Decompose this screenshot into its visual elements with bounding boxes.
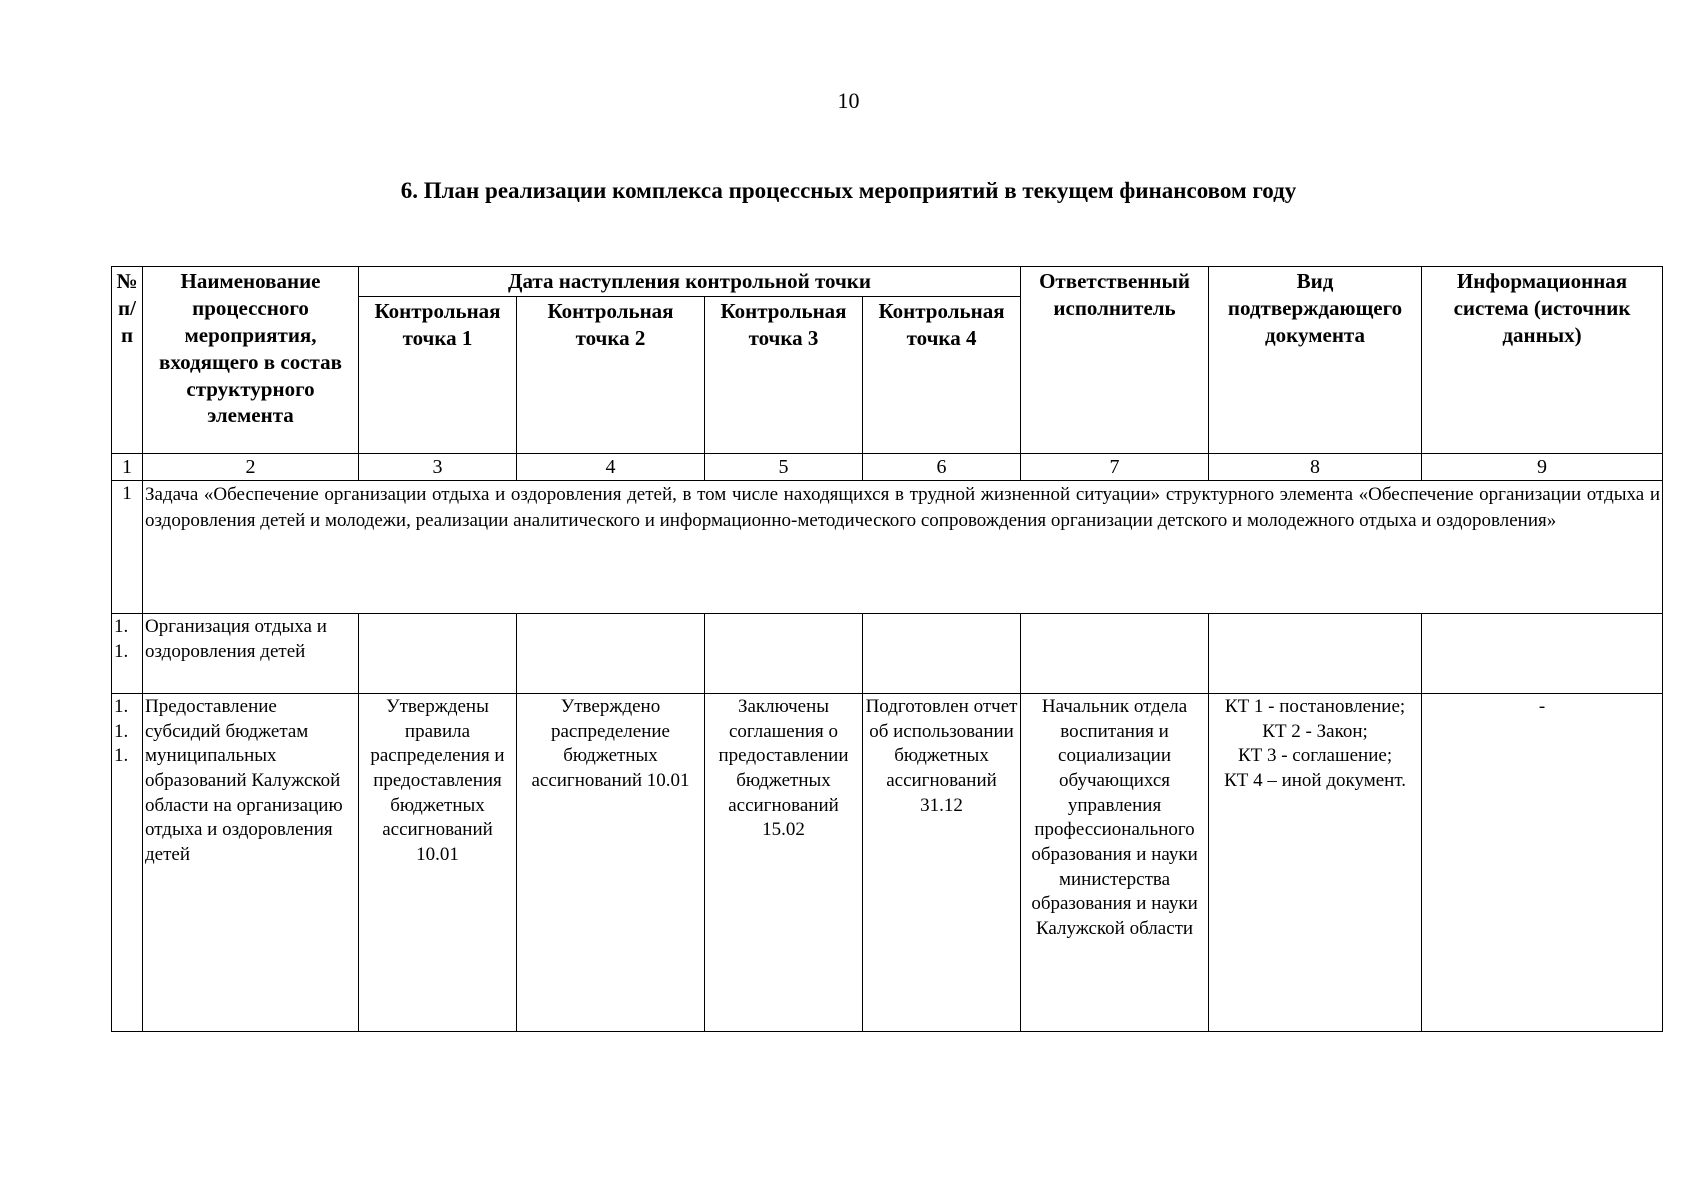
column-number: 8 [1209,453,1422,480]
column-number: 3 [359,453,517,480]
kt2-cell: Утверждено распределение бюджетных ассигнований 10.01 [517,693,705,1031]
header-kt3: Контрольная точка 3 [705,296,863,453]
header-info-system: Информационная система (источник данных) [1422,267,1663,454]
doc-type-cell: КТ 1 - постановление; КТ 2 - Закон; КТ 3 - соглашение; КТ 4 – иной документ. [1209,693,1422,1031]
header-date-group: Дата наступления контрольной точки [359,267,1021,297]
task-row [112,480,1663,613]
task-text: Задача «Обеспечение организации отдыха и оздоровления детей, в том числе находящихся в трудной жизненной ситуации» структурного элемента «Обеспечение организации отдыха и оздоровления детей и молодежи, реализации аналитического и информационно-методического сопровождения организации детского и молодежного отдыха и оздоровления» [143,480,1663,613]
info-system-cell: - [1422,693,1663,1031]
header-kt1: Контрольная точка 1 [359,296,517,453]
column-number: 6 [863,453,1021,480]
header-row-top [112,267,1663,297]
empty-cell [517,613,705,693]
header-doc-type: Вид подтверждающего документа [1209,267,1422,454]
column-number: 2 [143,453,359,480]
kt3-cell: Заключены соглашения о предоставлении бюджетных ассигнований 15.02 [705,693,863,1031]
row-num: 1. 1. 1. [112,693,143,1031]
column-number: 1 [112,453,143,480]
header-name: Наименование процессного мероприятия, входящего в состав структурного элемента [143,267,359,454]
column-number: 4 [517,453,705,480]
document-title: 6. План реализации комплекса процессных мероприятий в текущем финансовом году [400,178,1297,203]
table-row-1-1-1 [112,693,1663,1031]
table-row-1-1 [112,613,1663,693]
task-num: 1 [112,480,143,613]
empty-cell [1021,613,1209,693]
header-num: № п/ п [112,267,143,454]
row-name: Организация отдыха и оздоровления детей [143,613,359,693]
header-responsible: Ответственный исполнитель [1021,267,1209,454]
responsible-cell: Начальник отдела воспитания и социализации обучающихся управления профессионального образования и науки министерства образования и науки Калужской области [1021,693,1209,1031]
page-number: 10 [837,88,860,113]
empty-cell [1422,613,1663,693]
empty-cell [359,613,517,693]
column-number: 5 [705,453,863,480]
kt1-cell: Утверждены правила распределения и предоставления бюджетных ассигнований 10.01 [359,693,517,1031]
row-name: Предоставление субсидий бюджетам муниципальных образований Калужской области на организацию отдыха и оздоровления детей [143,693,359,1031]
empty-cell [1209,613,1422,693]
plan-table [111,266,1663,1032]
empty-cell [705,613,863,693]
column-numbers-row [112,453,1663,480]
column-number: 9 [1422,453,1663,480]
header-kt2: Контрольная точка 2 [517,296,705,453]
row-num: 1. 1. [112,613,143,693]
header-kt4: Контрольная точка 4 [863,296,1021,453]
empty-cell [863,613,1021,693]
kt4-cell: Подготовлен отчет об использовании бюджетных ассигнований 31.12 [863,693,1021,1031]
column-number: 7 [1021,453,1209,480]
